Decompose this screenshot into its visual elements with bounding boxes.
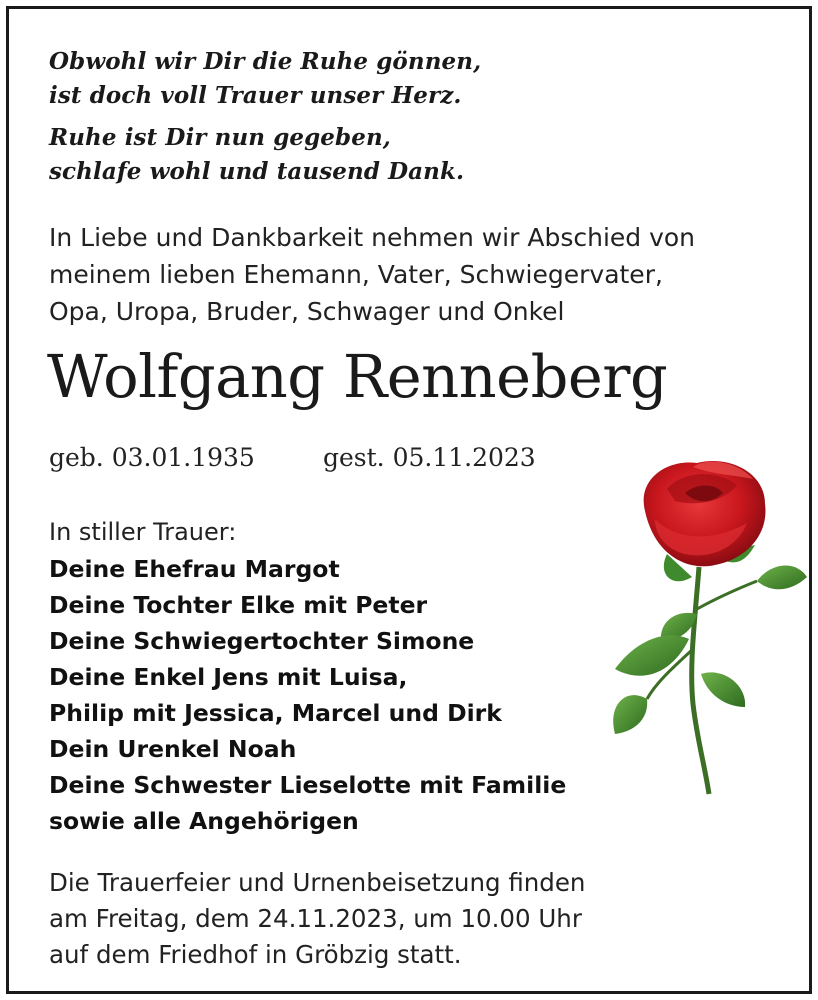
intro-line: Opa, Uropa, Bruder, Schwager und Onkel: [49, 297, 565, 326]
farewell-intro: [49, 219, 695, 330]
mourners-heading: In stiller Trauer:: [49, 518, 237, 546]
poem-stanza-2: [49, 121, 464, 189]
birth-date: geb. 03.01.1935: [49, 443, 255, 472]
mourner-line: Deine Tochter Elke mit Peter: [49, 591, 428, 619]
death-date: gest. 05.11.2023: [323, 443, 536, 472]
mourners-list: [49, 551, 566, 839]
mourner-line: Deine Enkel Jens mit Luisa,: [49, 663, 408, 691]
intro-line: meinem lieben Ehemann, Vater, Schwiegervater,: [49, 260, 663, 289]
mourner-line: Philip mit Jessica, Marcel und Dirk: [49, 699, 502, 727]
poem-line: Obwohl wir Dir die Ruhe gönnen,: [49, 48, 482, 75]
service-line: auf dem Friedhof in Gröbzig statt.: [49, 940, 462, 969]
mourner-line: Deine Schwester Lieselotte mit Familie: [49, 771, 567, 799]
poem-stanza-1: [49, 45, 481, 113]
mourner-line: Dein Urenkel Noah: [49, 735, 297, 763]
mourner-line: Deine Ehefrau Margot: [49, 555, 340, 583]
red-rose-icon: [597, 449, 807, 799]
poem-line: ist doch voll Trauer unser Herz.: [49, 82, 462, 109]
service-line: Die Trauerfeier und Urnenbeisetzung finden: [49, 868, 586, 897]
poem-line: Ruhe ist Dir nun gegeben,: [49, 124, 391, 151]
service-line: am Freitag, dem 24.11.2023, um 10.00 Uhr: [49, 904, 582, 933]
service-details: [49, 865, 585, 973]
obituary-notice: [6, 6, 812, 994]
intro-line: In Liebe und Dankbarkeit nehmen wir Abschied von: [49, 223, 696, 252]
mourner-line: Deine Schwiegertochter Simone: [49, 627, 475, 655]
deceased-name: Wolfgang Renneberg: [47, 342, 668, 411]
poem-line: schlafe wohl und tausend Dank.: [49, 158, 465, 185]
mourner-line: sowie alle Angehörigen: [49, 807, 359, 835]
